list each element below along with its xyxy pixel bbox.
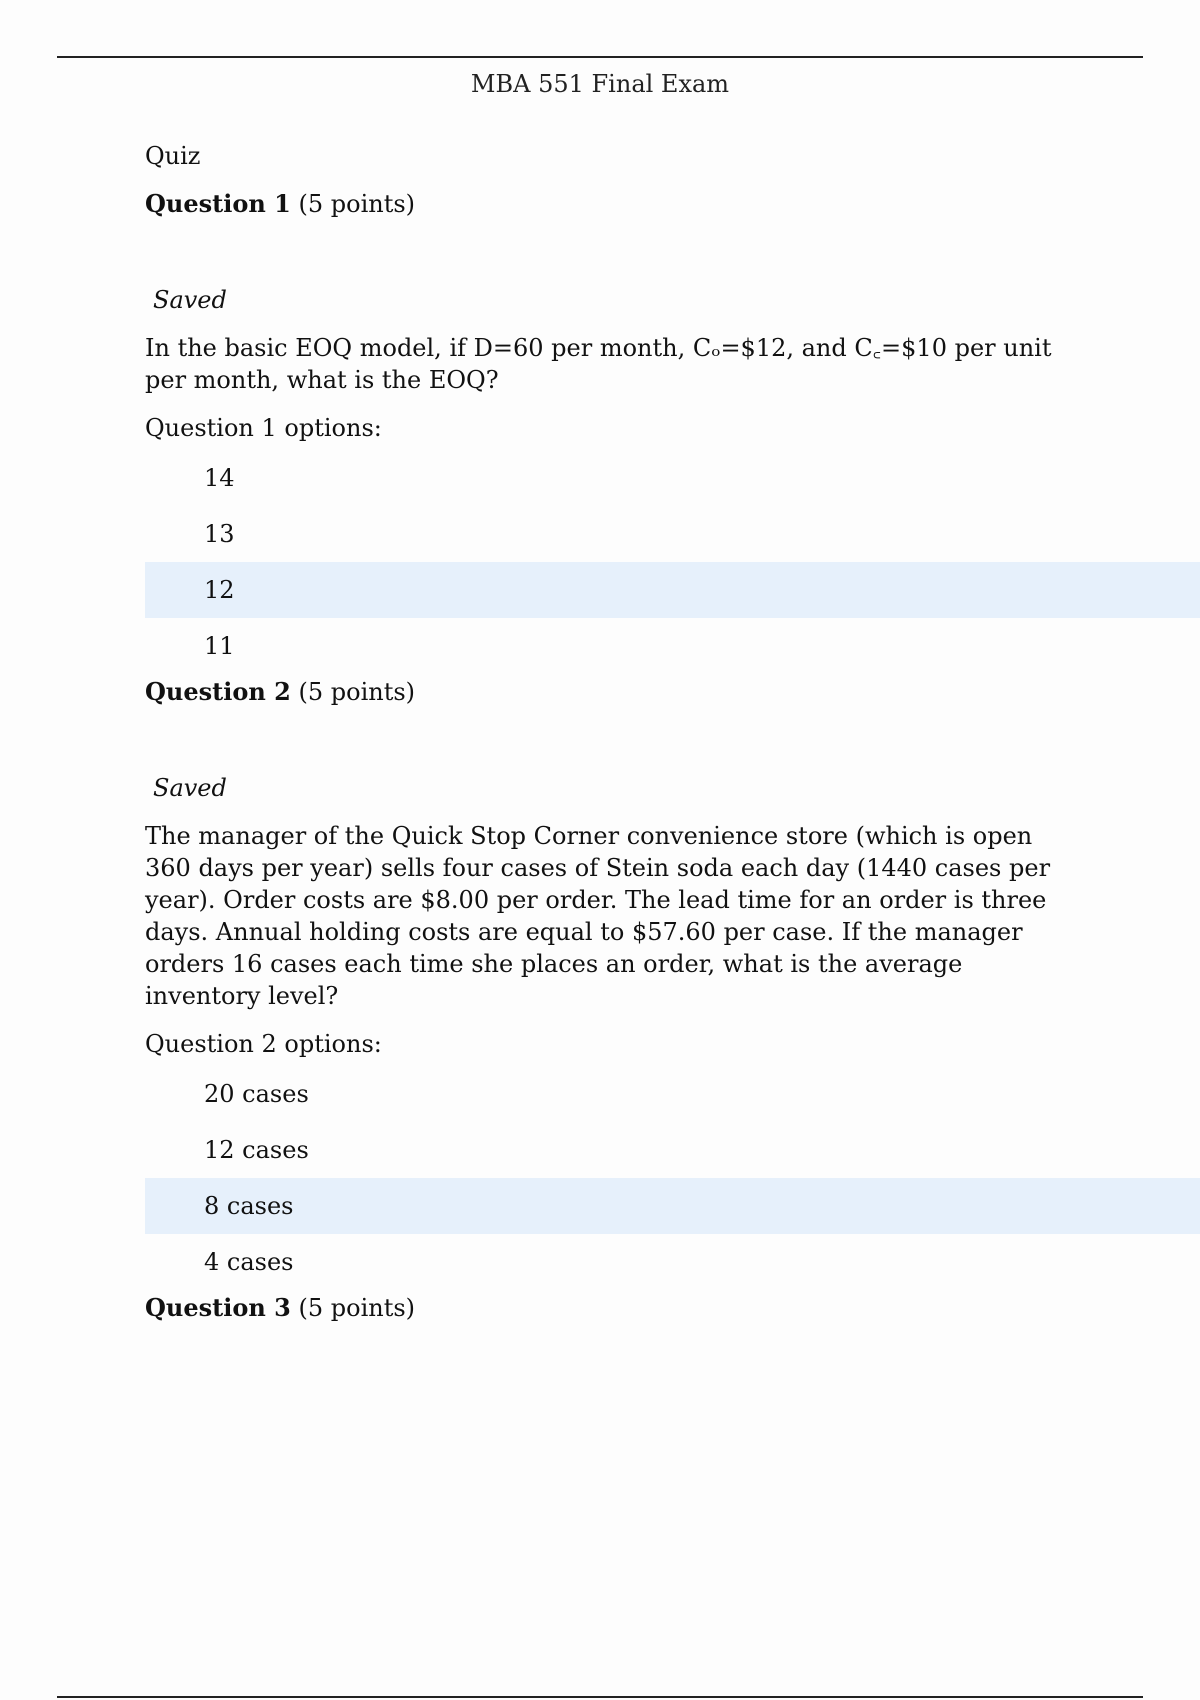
question-1-points: (5 points) <box>298 190 416 218</box>
question-2-saved-status: Saved <box>153 774 227 802</box>
quiz-label: Quiz <box>145 142 201 170</box>
question-2-number: Question 2 <box>145 677 291 706</box>
footer-rule <box>57 1696 1143 1698</box>
question-1-heading <box>145 188 1155 220</box>
question-2-option-3-selected[interactable]: 8 cases <box>145 1178 1200 1234</box>
question-3-number: Question 3 <box>145 1293 291 1322</box>
quiz-content <box>145 140 1155 1324</box>
question-1-number: Question 1 <box>145 189 291 218</box>
header-rule <box>57 56 1143 58</box>
question-2-option-4[interactable]: 4 cases <box>204 1248 294 1276</box>
question-2-options-label: Question 2 options: <box>145 1030 382 1058</box>
question-2-heading <box>145 676 1155 708</box>
question-1-option-3-selected[interactable]: 12 <box>145 562 1200 618</box>
question-1-option-4[interactable]: 11 <box>204 632 235 660</box>
question-1-options-label: Question 1 options: <box>145 414 382 442</box>
question-2-points: (5 points) <box>298 678 416 706</box>
question-1-option-1[interactable]: 14 <box>204 464 235 492</box>
page-title: MBA 551 Final Exam <box>470 70 730 98</box>
question-3-points: (5 points) <box>298 1294 416 1322</box>
question-2-option-1[interactable]: 20 cases <box>204 1080 309 1108</box>
question-2-option-2[interactable]: 12 cases <box>204 1136 309 1164</box>
question-1-text: In the basic EOQ model, if D=60 per month, Cₒ=$12, and C꜀=$10 per unit per month, what is the EOQ? <box>145 334 1052 394</box>
question-1-option-2[interactable]: 13 <box>204 520 235 548</box>
question-3-heading <box>145 1292 1155 1324</box>
question-1-saved-status: Saved <box>153 286 227 314</box>
question-2-text: The manager of the Quick Stop Corner convenience store (which is open 360 days per year) sells four cases of Stein soda each day (1440 cases per year). Order costs are $8.00 per order. The lead time for an order is three days. Annual holding costs are equal to $57.60 per case. If the manager orders 16 cases each time she places an order, what is the average inventory level? <box>145 822 1051 1010</box>
